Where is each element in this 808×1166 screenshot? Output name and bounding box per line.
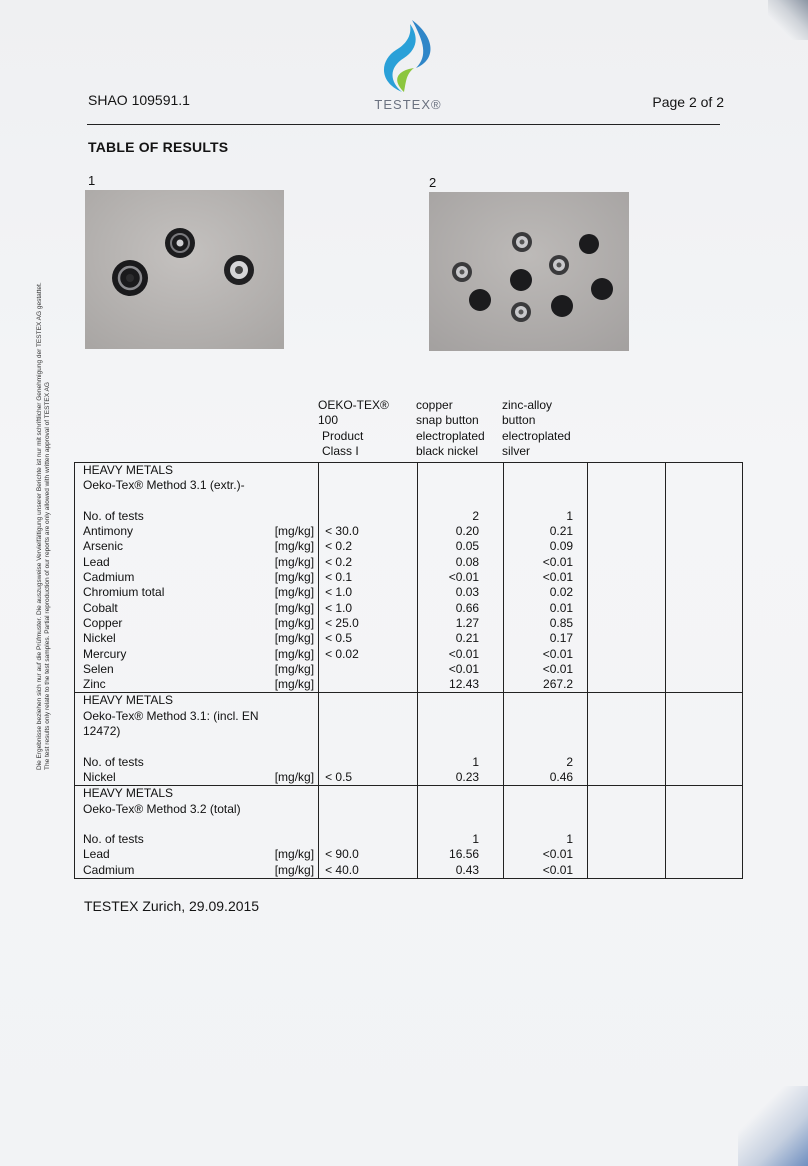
- param-name: Zinc: [75, 677, 259, 693]
- limit-cell: [319, 786, 418, 802]
- spacer-row: [75, 739, 743, 754]
- sample-1-value: 0.23: [418, 770, 504, 786]
- photo-1-number: 1: [88, 173, 96, 188]
- param-name: Mercury: [75, 647, 259, 662]
- sample-1-value: 0.05: [418, 539, 504, 554]
- empty-cell: [666, 832, 743, 847]
- limit-cell: [319, 802, 418, 817]
- limit-cell: [319, 509, 418, 524]
- limit-cell: [319, 662, 418, 677]
- table-row: [75, 616, 743, 631]
- param-name: Cadmium: [75, 570, 259, 585]
- empty-cell: [588, 755, 666, 770]
- table-row: [75, 647, 743, 662]
- sample-1-value: 0.03: [418, 585, 504, 600]
- empty-cell: [666, 817, 743, 832]
- column-head-line: OEKO-TEX®: [318, 398, 389, 412]
- sample-1-value: 0.21: [418, 631, 504, 646]
- sample-2-value: 0.21: [504, 524, 588, 539]
- empty-cell: [666, 693, 743, 709]
- column-head-line: copper: [416, 398, 453, 412]
- empty-cell: [588, 463, 666, 479]
- column-head-line: electroplated: [502, 428, 571, 443]
- unit-cell: [mg/kg]: [259, 863, 319, 879]
- column-head-line: silver: [502, 443, 531, 458]
- logo-wordmark: TESTEX®: [374, 97, 442, 112]
- empty-cell: [666, 709, 743, 724]
- sample-1-value: [418, 463, 504, 479]
- sample-2-value: <0.01: [504, 662, 588, 677]
- empty-cell: [666, 647, 743, 662]
- empty-cell: [588, 693, 666, 709]
- limit-cell: < 0.5: [319, 770, 418, 786]
- column-head-standard: [318, 398, 389, 459]
- side-disclaimer: [36, 190, 52, 770]
- group-title-row: [75, 463, 743, 479]
- group-title-row: [75, 693, 743, 709]
- sample-2-value: 2: [504, 755, 588, 770]
- sample-1-value: 0.20: [418, 524, 504, 539]
- limit-cell: < 40.0: [319, 863, 418, 879]
- sample-2-value: [504, 802, 588, 817]
- empty-cell: [588, 616, 666, 631]
- unit-cell: [259, 739, 319, 754]
- table-row: [75, 601, 743, 616]
- param-name: Nickel: [75, 631, 259, 646]
- table-row: [75, 585, 743, 600]
- empty-cell: [666, 802, 743, 817]
- empty-cell: [666, 463, 743, 479]
- sample-2-value: 0.85: [504, 616, 588, 631]
- empty-cell: [666, 786, 743, 802]
- empty-cell: [588, 478, 666, 493]
- sample-1-value: [418, 494, 504, 509]
- limit-cell: < 0.1: [319, 570, 418, 585]
- empty-cell: [588, 647, 666, 662]
- method-row: [75, 724, 743, 739]
- param-name: HEAVY METALS: [75, 463, 259, 479]
- limit-cell: < 1.0: [319, 585, 418, 600]
- limit-cell: [319, 739, 418, 754]
- empty-cell: [588, 709, 666, 724]
- sample-1-value: [418, 478, 504, 493]
- table-row: [75, 677, 743, 693]
- sample-1-value: [418, 739, 504, 754]
- sample-1-value: <0.01: [418, 570, 504, 585]
- column-head-line: Class I: [322, 443, 359, 458]
- param-name: Lead: [75, 847, 259, 862]
- limit-cell: [319, 755, 418, 770]
- page-number: Page 2 of 2: [652, 94, 724, 110]
- param-name: Oeko-Tex® Method 3.1 (extr.)-: [75, 478, 259, 493]
- sample-1-value: [418, 724, 504, 739]
- param-name: Nickel: [75, 770, 259, 786]
- unit-cell: [259, 509, 319, 524]
- limit-cell: [319, 693, 418, 709]
- empty-cell: [666, 662, 743, 677]
- unit-cell: [mg/kg]: [259, 616, 319, 631]
- sample-2-value: 1: [504, 509, 588, 524]
- unit-cell: [259, 832, 319, 847]
- disclaimer-english: The test results only relate to the test samples. Partial reproduction of our reports are only allowed with written approval of TESTEX AG: [44, 382, 51, 770]
- limit-cell: < 0.02: [319, 647, 418, 662]
- empty-cell: [588, 802, 666, 817]
- param-name: Oeko-Tex® Method 3.2 (total): [75, 802, 259, 817]
- unit-cell: [259, 693, 319, 709]
- sample-1-value: [418, 817, 504, 832]
- report-reference: SHAO 109591.1: [88, 92, 190, 108]
- column-head-line: Product: [322, 428, 364, 443]
- unit-cell: [259, 463, 319, 479]
- snap-cap-icon: [165, 228, 195, 258]
- sample-2-photo: [429, 192, 629, 351]
- empty-cell: [588, 570, 666, 585]
- empty-cell: [588, 539, 666, 554]
- param-name: Arsenic: [75, 539, 259, 554]
- param-name: No. of tests: [75, 509, 259, 524]
- results-table: [74, 462, 743, 879]
- empty-cell: [666, 616, 743, 631]
- param-name: HEAVY METALS: [75, 693, 259, 709]
- sample-1-value: 12.43: [418, 677, 504, 693]
- empty-cell: [666, 631, 743, 646]
- empty-cell: [666, 739, 743, 754]
- empty-cell: [588, 524, 666, 539]
- unit-cell: [259, 724, 319, 739]
- table-row: [75, 662, 743, 677]
- sample-2-value: [504, 786, 588, 802]
- empty-cell: [588, 677, 666, 693]
- sample-2-value: [504, 739, 588, 754]
- column-head-line: snap button: [416, 413, 479, 428]
- column-head-line: button: [502, 413, 536, 428]
- unit-cell: [259, 802, 319, 817]
- param-name: Copper: [75, 616, 259, 631]
- unit-cell: [mg/kg]: [259, 647, 319, 662]
- column-head-line: 100: [318, 413, 339, 428]
- snap-ring-icon: [224, 255, 254, 285]
- empty-cell: [666, 494, 743, 509]
- param-name: HEAVY METALS: [75, 786, 259, 802]
- sample-1-value: [418, 693, 504, 709]
- limit-cell: < 1.0: [319, 601, 418, 616]
- sample-1-value: [418, 786, 504, 802]
- sample-2-value: [504, 494, 588, 509]
- sample-1-value: 16.56: [418, 847, 504, 862]
- unit-cell: [mg/kg]: [259, 631, 319, 646]
- empty-cell: [666, 770, 743, 786]
- unit-cell: [259, 786, 319, 802]
- sample-1-value: 1.27: [418, 616, 504, 631]
- method-row: [75, 709, 743, 724]
- empty-cell: [666, 539, 743, 554]
- unit-cell: [mg/kg]: [259, 770, 319, 786]
- param-name: No. of tests: [75, 832, 259, 847]
- unit-cell: [mg/kg]: [259, 662, 319, 677]
- empty-cell: [588, 509, 666, 524]
- limit-cell: < 0.5: [319, 631, 418, 646]
- table-row: [75, 863, 743, 879]
- unit-cell: [259, 817, 319, 832]
- limit-cell: [319, 494, 418, 509]
- sample-1-value: 2: [418, 509, 504, 524]
- unit-cell: [259, 478, 319, 493]
- limit-cell: [319, 709, 418, 724]
- param-name: Cadmium: [75, 863, 259, 879]
- unit-cell: [259, 755, 319, 770]
- sample-1-value: 0.43: [418, 863, 504, 879]
- table-row: [75, 570, 743, 585]
- tests-count-row: [75, 509, 743, 524]
- sample-1-value: [418, 802, 504, 817]
- sample-2-value: [504, 817, 588, 832]
- empty-cell: [666, 478, 743, 493]
- sample-2-value: 0.17: [504, 631, 588, 646]
- sample-2-value: <0.01: [504, 847, 588, 862]
- sample-2-value: 1: [504, 832, 588, 847]
- param-name: No. of tests: [75, 755, 259, 770]
- limit-cell: < 25.0: [319, 616, 418, 631]
- spacer-row: [75, 494, 743, 509]
- place-date-line: TESTEX Zurich, 29.09.2015: [84, 898, 260, 914]
- empty-cell: [666, 755, 743, 770]
- sample-2-value: <0.01: [504, 555, 588, 570]
- empty-cell: [666, 585, 743, 600]
- table-row: [75, 847, 743, 862]
- table-row: [75, 524, 743, 539]
- sample-1-value: 0.08: [418, 555, 504, 570]
- param-name: [75, 494, 259, 509]
- table-row: [75, 631, 743, 646]
- sample-2-value: 0.09: [504, 539, 588, 554]
- sample-2-value: <0.01: [504, 863, 588, 879]
- unit-cell: [mg/kg]: [259, 570, 319, 585]
- param-name: Selen: [75, 662, 259, 677]
- limit-cell: < 0.2: [319, 555, 418, 570]
- testex-logo-icon: [376, 16, 440, 96]
- column-head-line: black nickel: [416, 443, 479, 458]
- scan-corner-curl: [738, 1086, 808, 1166]
- param-name: [75, 739, 259, 754]
- results-body: [75, 463, 743, 879]
- tests-count-row: [75, 832, 743, 847]
- empty-cell: [588, 631, 666, 646]
- empty-cell: [588, 494, 666, 509]
- method-row: [75, 802, 743, 817]
- sample-2-value: [504, 709, 588, 724]
- disclaimer-german: Die Ergebnisse beziehen sich nur auf die Prüfmuster. Die auszugsweise Vervielfältigung unserer Berichte ist nur mit schriftlicher Genehmigung der TESTEX AG gestattet.: [36, 282, 43, 770]
- empty-cell: [588, 863, 666, 879]
- empty-cell: [588, 739, 666, 754]
- sample-2-value: <0.01: [504, 647, 588, 662]
- sample-2-value: [504, 463, 588, 479]
- limit-cell: [319, 724, 418, 739]
- empty-cell: [666, 570, 743, 585]
- limit-cell: [319, 463, 418, 479]
- empty-cell: [588, 786, 666, 802]
- header-divider: [87, 124, 720, 125]
- empty-cell: [666, 509, 743, 524]
- empty-cell: [666, 601, 743, 616]
- empty-cell: [588, 601, 666, 616]
- empty-cell: [666, 724, 743, 739]
- unit-cell: [mg/kg]: [259, 601, 319, 616]
- empty-cell: [588, 847, 666, 862]
- sample-1-value: 0.66: [418, 601, 504, 616]
- unit-cell: [mg/kg]: [259, 555, 319, 570]
- param-name: Oeko-Tex® Method 3.1: (incl. EN: [75, 709, 259, 724]
- sample-2-value: 267.2: [504, 677, 588, 693]
- sample-2-value: 0.01: [504, 601, 588, 616]
- sample-2-value: 0.46: [504, 770, 588, 786]
- column-head-line: electroplated: [416, 428, 485, 443]
- unit-cell: [mg/kg]: [259, 539, 319, 554]
- unit-cell: [mg/kg]: [259, 677, 319, 693]
- sample-2-value: 0.02: [504, 585, 588, 600]
- table-row: [75, 770, 743, 786]
- empty-cell: [588, 817, 666, 832]
- empty-cell: [666, 555, 743, 570]
- limit-cell: [319, 478, 418, 493]
- param-name: Chromium total: [75, 585, 259, 600]
- unit-cell: [mg/kg]: [259, 524, 319, 539]
- table-row: [75, 539, 743, 554]
- column-head-sample-1: [416, 398, 485, 459]
- sample-1-value: <0.01: [418, 662, 504, 677]
- method-row: [75, 478, 743, 493]
- limit-cell: < 30.0: [319, 524, 418, 539]
- param-name: Antimony: [75, 524, 259, 539]
- empty-cell: [666, 847, 743, 862]
- empty-cell: [666, 524, 743, 539]
- empty-cell: [588, 770, 666, 786]
- empty-cell: [666, 677, 743, 693]
- param-name: [75, 817, 259, 832]
- column-head-line: zinc-alloy: [502, 398, 553, 412]
- sample-1-value: <0.01: [418, 647, 504, 662]
- limit-cell: < 90.0: [319, 847, 418, 862]
- limit-cell: [319, 677, 418, 693]
- empty-cell: [588, 585, 666, 600]
- snap-socket-icon: [112, 260, 148, 296]
- sample-1-value: 1: [418, 832, 504, 847]
- page-title: TABLE OF RESULTS: [88, 139, 229, 155]
- param-name: 12472): [75, 724, 259, 739]
- sample-2-value: [504, 478, 588, 493]
- param-name: Cobalt: [75, 601, 259, 616]
- sample-2-value: <0.01: [504, 570, 588, 585]
- sample-1-value: 1: [418, 755, 504, 770]
- scan-corner-shadow: [768, 0, 808, 40]
- limit-cell: [319, 832, 418, 847]
- tests-count-row: [75, 755, 743, 770]
- sample-2-value: [504, 693, 588, 709]
- sample-1-photo: [85, 190, 284, 349]
- empty-cell: [588, 555, 666, 570]
- empty-cell: [588, 724, 666, 739]
- limit-cell: < 0.2: [319, 539, 418, 554]
- spacer-row: [75, 817, 743, 832]
- sample-1-value: [418, 709, 504, 724]
- column-head-sample-2: [502, 398, 571, 459]
- param-name: Lead: [75, 555, 259, 570]
- photo-2-number: 2: [429, 175, 437, 190]
- unit-cell: [259, 494, 319, 509]
- unit-cell: [259, 709, 319, 724]
- empty-cell: [588, 662, 666, 677]
- unit-cell: [mg/kg]: [259, 847, 319, 862]
- sample-2-value: [504, 724, 588, 739]
- group-title-row: [75, 786, 743, 802]
- unit-cell: [mg/kg]: [259, 585, 319, 600]
- empty-cell: [666, 863, 743, 879]
- table-row: [75, 555, 743, 570]
- limit-cell: [319, 817, 418, 832]
- empty-cell: [588, 832, 666, 847]
